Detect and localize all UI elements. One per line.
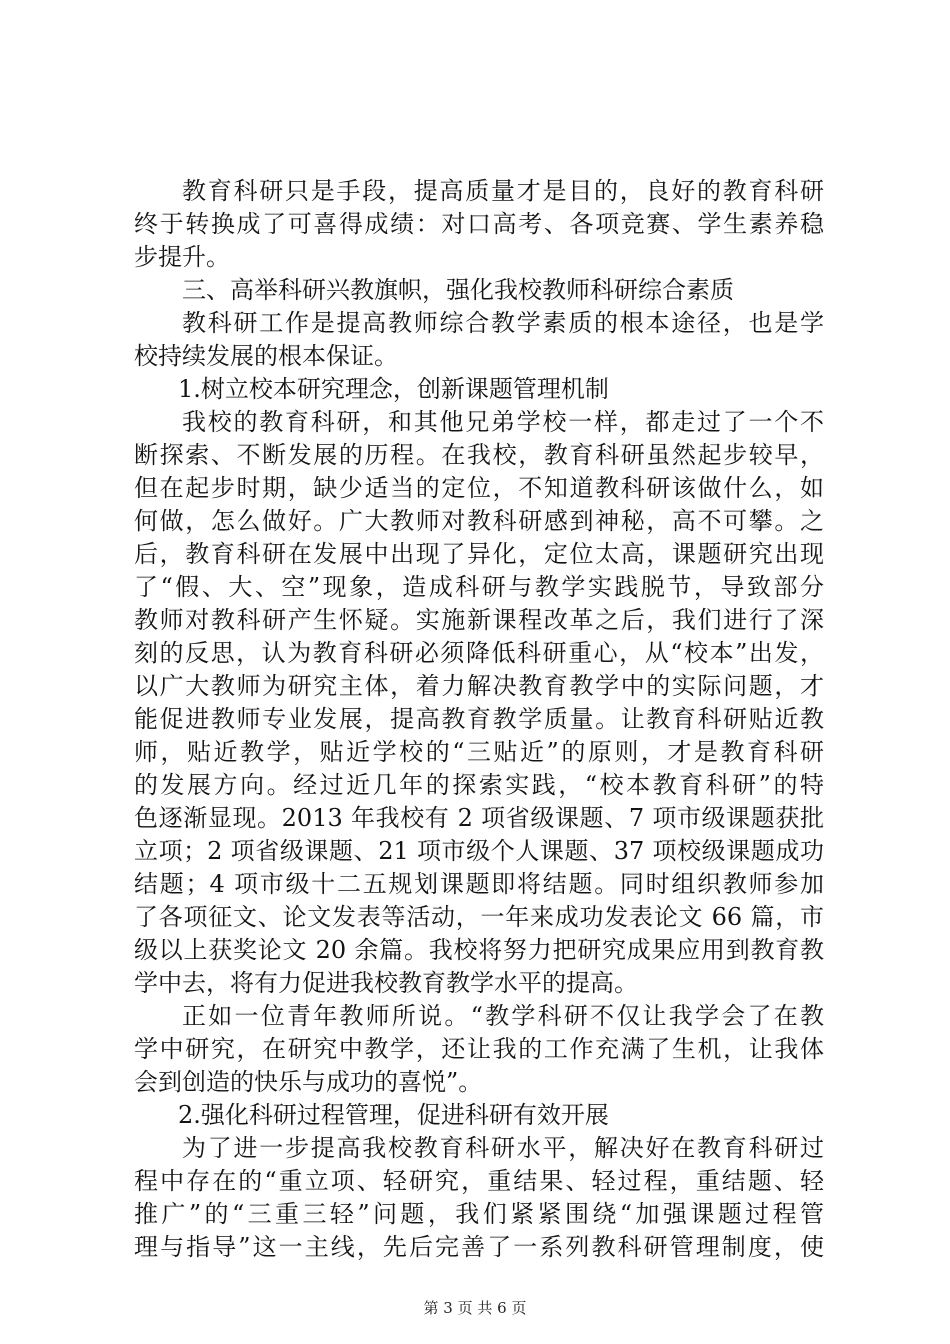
paragraph-line: 教科研工作是提高教师综合教学素质的根本途径，也是学 — [182, 309, 824, 337]
paragraph-line: 了“假、大、空”现象，造成科研与教学实践脱节，导致部分 — [134, 573, 824, 601]
paragraph-line: 学中去，将有力促进我校教育教学水平的提高。 — [134, 969, 638, 997]
paragraph-line: 何做，怎么做好。广大教师对教科研感到神秘，高不可攀。之 — [134, 507, 824, 535]
paragraph-line: 师，贴近教学，贴近学校的“三贴近”的原则，才是教育科研 — [134, 738, 824, 766]
paragraph-line: 后，教育科研在发展中出现了异化，定位太高，课题研究出现 — [134, 540, 824, 568]
paragraph-line: 教师对教科研产生怀疑。实施新课程改革之后，我们进行了深 — [134, 606, 824, 634]
paragraph-line: 刻的反思，认为教育科研必须降低科研重心，从“校本”出发， — [134, 639, 824, 667]
paragraph-line: 了各项征文、论文发表等活动，一年来成功发表论文 66 篇，市 — [134, 903, 824, 931]
paragraph-line: 会到创造的快乐与成功的喜悦”。 — [134, 1068, 483, 1096]
paragraph-line: 但在起步时期，缺少适当的定位，不知道教科研该做什么，如 — [134, 474, 824, 502]
page-number-footer: 第 3 页 共 6 页 — [423, 1299, 527, 1317]
section-heading: 三、高举科研兴教旗帜，强化我校教师科研综合素质 — [182, 276, 734, 304]
body-text — [134, 175, 824, 1264]
paragraph-line: 立项；2 项省级课题、21 项市级个人课题、37 项校级课题成功 — [134, 837, 824, 865]
paragraph-line: 能促进教师专业发展，提高教育教学质量。让教育科研贴近教 — [134, 705, 824, 733]
paragraph-line: 理与指导”这一主线，先后完善了一系列教科研管理制度，使 — [134, 1233, 824, 1261]
paragraph-line: 为了进一步提高我校教育科研水平，解决好在教育科研过 — [182, 1134, 824, 1162]
paragraph-line: 色逐渐显现。2013 年我校有 2 项省级课题、7 项市级课题获批 — [134, 804, 824, 832]
paragraph-line: 推广”的“三重三轻”问题，我们紧紧围绕“加强课题过程管 — [134, 1200, 824, 1228]
paragraph-line: 教育科研只是手段，提高质量才是目的，良好的教育科研 — [182, 177, 824, 205]
paragraph-line: 终于转换成了可喜得成绩：对口高考、各项竞赛、学生素养稳 — [134, 210, 824, 238]
subsection-heading: 1.树立校本研究理念，创新课题管理机制 — [178, 375, 609, 403]
paragraph-line: 结题；4 项市级十二五规划课题即将结题。同时组织教师参加 — [134, 870, 824, 898]
subsection-heading: 2.强化科研过程管理，促进科研有效开展 — [178, 1101, 609, 1129]
paragraph-line: 正如一位青年教师所说。“教学科研不仅让我学会了在教 — [182, 1002, 824, 1030]
paragraph-line: 学中研究，在研究中教学，还让我的工作充满了生机，让我体 — [134, 1035, 824, 1063]
paragraph-line: 断探索、不断发展的历程。在我校，教育科研虽然起步较早， — [134, 441, 824, 469]
paragraph-line: 以广大教师为研究主体，着力解决教育教学中的实际问题，才 — [134, 672, 824, 700]
paragraph-line: 校持续发展的根本保证。 — [134, 342, 398, 370]
paragraph-line: 的发展方向。经过近几年的探索实践，“校本教育科研”的特 — [134, 771, 824, 799]
paragraph-line: 步提升。 — [134, 243, 230, 271]
paragraph-line: 我校的教育科研，和其他兄弟学校一样，都走过了一个不 — [182, 408, 824, 436]
paragraph-line: 级以上获奖论文 20 余篇。我校将努力把研究成果应用到教育教 — [134, 936, 824, 964]
paragraph-line: 程中存在的“重立项、轻研究，重结果、轻过程，重结题、轻 — [134, 1167, 824, 1195]
